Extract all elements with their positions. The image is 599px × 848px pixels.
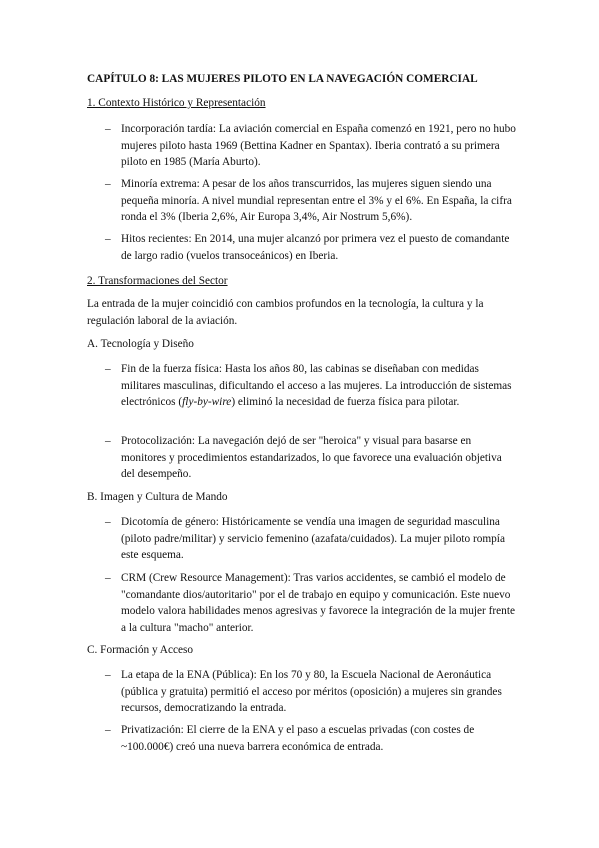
bullet-text: Dicotomía de género: Históricamente se vendía una imagen de seguridad masculina (piloto padre/militar) y servicio femenino (azafata/cuidados). La mujer piloto rompía este esquema. xyxy=(121,516,505,561)
bullet-text: Protocolización: La navegación dejó de ser "heroica" y visual para basarse en monitores y procedimientos estandarizados, lo que favorece una evaluación objetiva del desempeño. xyxy=(121,435,502,480)
subsection-heading-training: C. Formación y Acceso xyxy=(87,644,194,656)
chapter-title: CAPÍTULO 8: LAS MUJERES PILOTO EN LA NAVEGACIÓN COMERCIAL xyxy=(87,73,478,85)
bullet-dash: – xyxy=(105,363,111,375)
bullet-text: Minoría extrema: A pesar de los años transcurridos, las mujeres siguen siendo una pequeña minoría. A nivel mundial representan entre el 3% y el 6%. En España, la cifra ronda el 3% (Iberia 2,6%, Air Europa 3,4%, Air Nostrum 5,6%). xyxy=(121,178,512,223)
bullet-text-part: Fin de la fuerza física: Hasta los años 80, las cabinas se diseñaban con medidas militares masculinas, dificultando el acceso a las mujeres. La introducción de sistemas electrónicos ( xyxy=(121,363,512,408)
bullet-text: CRM (Crew Resource Management): Tras varios accidentes, se cambió el modelo de "comandante dios/autoritario" por el de trabajo en equipo y comunicación. Este nuevo modelo valora habilidades menos agresivas y favorece la integración de la mujer frente a la cultura "macho" anterior. xyxy=(121,572,515,634)
bullet-text-italic: fly-by-wire xyxy=(182,396,232,408)
bullet-text: Incorporación tardía: La aviación comercial en España comenzó en 1921, pero no hubo mujeres piloto hasta 1969 (Bettina Kadner en Spantax). Iberia contrató a su primera piloto en 1985 (María Aburto). xyxy=(121,123,516,168)
section-intro-paragraph: La entrada de la mujer coincidió con cambios profundos en la tecnología, la cultura y la regulación laboral de la aviación. xyxy=(87,298,484,327)
bullet-dash: – xyxy=(105,123,111,135)
bullet-dash: – xyxy=(105,178,111,190)
bullet-dash: – xyxy=(105,233,111,245)
bullet-text: La etapa de la ENA (Pública): En los 70 y 80, la Escuela Nacional de Aeronáutica (pública y gratuita) permitió el acceso por méritos (oposición) a mujeres sin grandes recursos, democratizando la entrada. xyxy=(121,669,502,714)
section-heading-context: 1. Contexto Histórico y Representación xyxy=(87,97,266,109)
bullet-dash: – xyxy=(105,572,111,584)
bullet-dash: – xyxy=(105,516,111,528)
subsection-heading-culture: B. Imagen y Cultura de Mando xyxy=(87,491,228,503)
section-heading-transformations: 2. Transformaciones del Sector xyxy=(87,275,228,287)
bullet-text: Privatización: El cierre de la ENA y el paso a escuelas privadas (con costes de ~100.000€) creó una nueva barrera económica de entrada. xyxy=(121,724,475,753)
subsection-heading-technology: A. Tecnología y Diseño xyxy=(87,338,194,350)
bullet-text xyxy=(121,361,516,411)
bullet-dash: – xyxy=(105,435,111,447)
bullet-dash: – xyxy=(105,669,111,681)
bullet-text: Hitos recientes: En 2014, una mujer alcanzó por primera vez el puesto de comandante de largo radio (vuelos transoceánicos) en Iberia. xyxy=(121,233,510,262)
bullet-text-part: ) eliminó la necesidad de fuerza física para pilotar. xyxy=(231,396,460,408)
bullet-dash: – xyxy=(105,724,111,736)
